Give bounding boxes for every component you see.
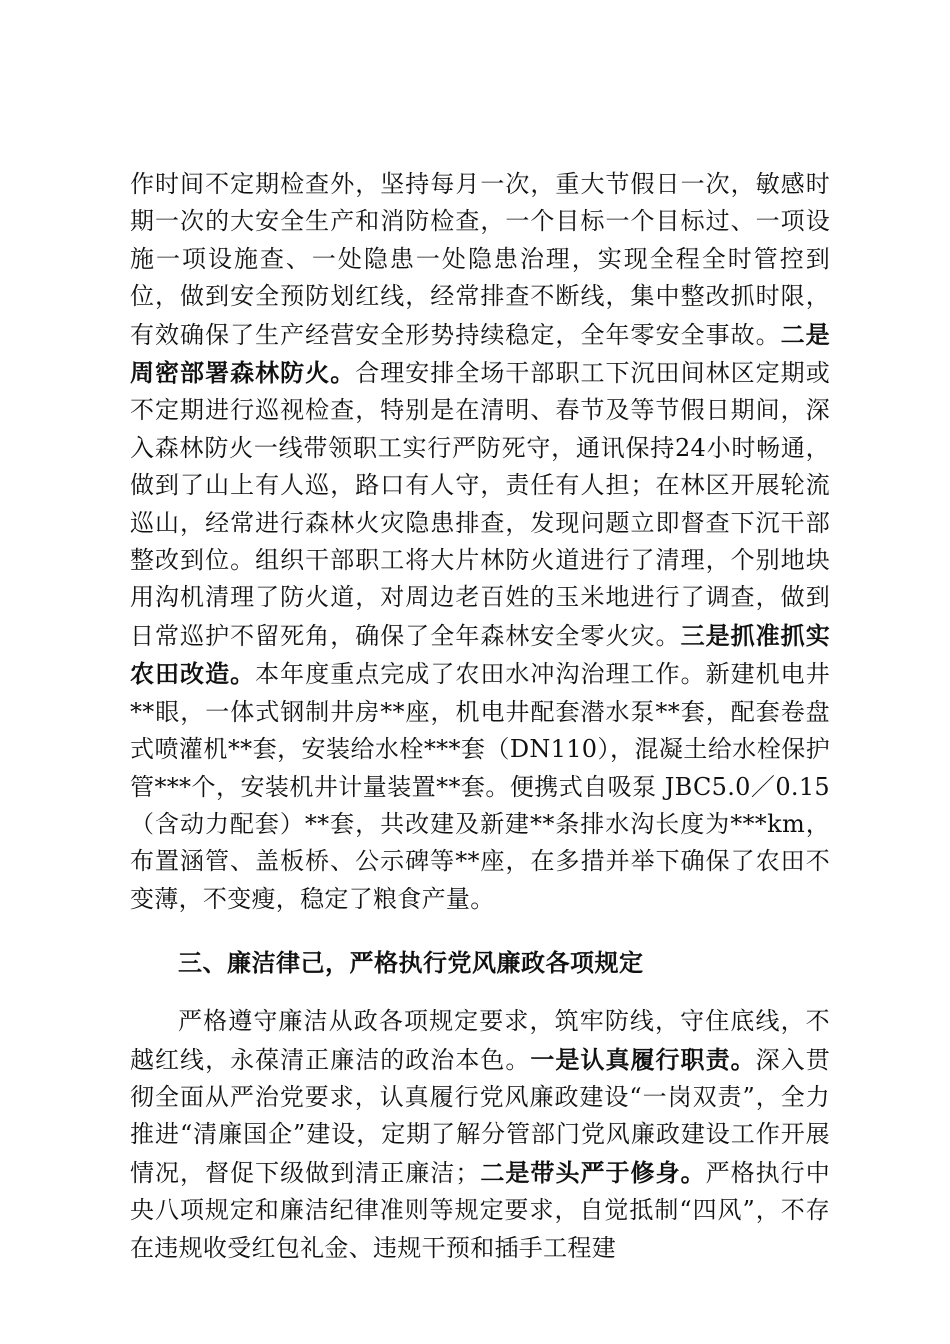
paragraph-text: 深入贯彻全面从严治党要求，认真履行党风廉政建设“一岗双责”，全力推进“清廉国企”建设，定期了解分管部门党风廉政建设工作开展情况，督促下级做到清正廉洁； bbox=[130, 1045, 830, 1187]
paragraph-text: 作时间不定期检查外，坚持每月一次，重大节假日一次，敏感时期一次的大安全生产和消防检查，一个目标一个目标过、一项设施一项设施查、一处隐患一处隐患治理，实现全程全时管控到位，做到安全预防划红线，经常排查不断线，集中整改抓时限，有效确保了生产经营安全形势持续稳定，全年零安全事故。 bbox=[130, 170, 830, 349]
paragraph-integrity bbox=[130, 1003, 830, 1267]
document-body bbox=[130, 166, 830, 1267]
bold-point-duties: 一是认真履行职责。 bbox=[530, 1044, 756, 1074]
paragraph-text: 严格遵守廉洁从政各项规定要求，筑牢防线，守住底线，不越红线，永葆清正廉洁的政治本色。 bbox=[130, 1007, 830, 1074]
paragraph-text: 合理安排全场干部职工下沉田间林区定期或不定期进行巡视检查，特别是在清明、春节及等节假日期间，深入森林防火一线带领职工实行严防死守，通讯保持24小时畅通，做到了山上有人巡，路口有人守，责任有人担；在林区开展轮流巡山，经常进行森林火灾隐患排查，发现问题立即督查下沉干部整改到位。组织干部职工将大片林防火道进行了清理，个别地块用沟机清理了防火道，对周边老百姓的玉米地进行了调查，做到日常巡护不留死角，确保了全年森林安全零火灾。 bbox=[130, 359, 830, 650]
paragraph-safety-forest-farmland bbox=[130, 166, 830, 918]
section-heading-integrity: 三、廉洁律己，严格执行党风廉政各项规定 bbox=[178, 948, 644, 978]
bold-point-self-discipline: 二是带头严于修身。 bbox=[479, 1157, 706, 1187]
paragraph-text: 严格执行中央八项规定和廉洁纪律准则等规定要求，自觉抵制“四风”，不存在违规收受红包礼金、违规干预和插手工程建 bbox=[130, 1158, 831, 1262]
paragraph-text: 本年度重点完成了农田水冲沟治理工作。新建机电井**眼，一体式钢制井房**座，机电井配套潜水泵**套，配套卷盘式喷灌机**套，安装给水栓***套（DN110），混凝土给水栓保护管***个，安装机井计量装置**套。便携式自吸泵 JBC5.0／0.15（含动力配套）**套，共改建及新建**条排水沟长度为***km，布置涵管、盖板桥、公示碑等**座，在多措并举下确保了农田不变薄，不变瘦，稳定了粮食产量。 bbox=[130, 660, 831, 913]
bold-point-farmland: 三是抓准抓实农田改造。 bbox=[130, 620, 830, 689]
bold-point-forest-fire: 二是周密部署森林防火。 bbox=[130, 319, 830, 388]
